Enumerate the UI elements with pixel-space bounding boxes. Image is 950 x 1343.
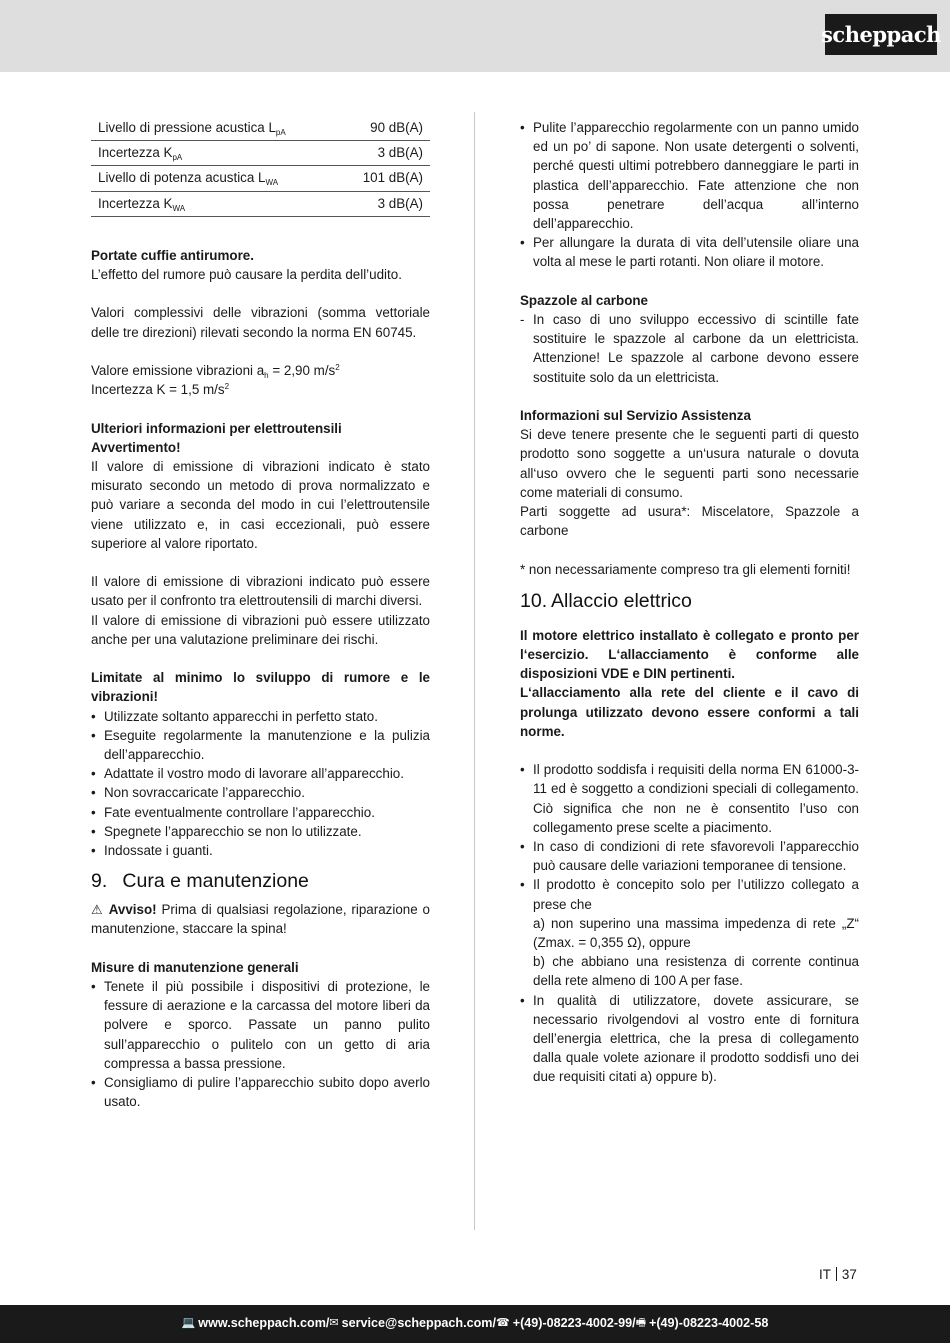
list-item: • Il prodotto soddisfa i requisiti della norma EN 61000-3-11 ed è soggetto a condizioni speciali di collegamento. Ciò significa che non ne è consentito l’uso con collegamento prese scelte a piacimento. — [520, 760, 859, 837]
vibration-emission-value: Valore emissione vibrazioni $a_h = 2,90$ $m/s^2$ — [91, 363, 340, 380]
left-column — [91, 118, 430, 1111]
list-item: • Consigliamo di pulire l’apparecchio subito dopo averlo usato. — [91, 1073, 430, 1111]
further-paragraph-3: Il valore di emissione di vibrazioni può essere utilizzato anche per una valutazione preliminare dei rischi. — [91, 612, 430, 647]
table-cell-value: 101 dB(A) — [339, 166, 430, 191]
further-info-heading: Ulteriori informazioni per elettroutensili — [91, 420, 342, 436]
fax-number: +(49)-08223-4002-58 — [649, 1316, 769, 1331]
service-heading: Informazioni sul Servizio Assistenza — [520, 408, 751, 424]
brushes-heading: Spazzole al carbone — [520, 292, 648, 308]
warning-icon: ⚠ — [91, 902, 104, 918]
maintenance-list — [91, 977, 430, 1111]
list-item: • Adattate il vostro modo di lavorare all’apparecchio. — [91, 764, 430, 783]
electrical-list — [520, 760, 859, 1086]
list-item: • Spegnete l’apparecchio se non lo utilizzate. — [91, 822, 430, 841]
brand-logo: scheppach — [825, 14, 937, 55]
electrical-intro-1: Il motore elettrico installato è collegato e pronto per l‘esercizio. L‘allacciamento è conforme alle disposizioni VDE e DIN pertinenti. — [520, 627, 859, 682]
list-item: • Tenete il più possibile i dispositivi di protezione, le fessure di aerazione e la carcassa del motore liberi da polvere e sporco. Passate un panno pulito sull’apparecchio o pulitelo con un getto di aria compressa a bassa pressione. — [91, 977, 430, 1073]
table-cell-value: 90 dB(A) — [339, 116, 430, 141]
footer-bar: 💻 www.scheppach.com / ✉ service@scheppach.com / ☎ +(49)-08223-4002-99 / 🖷 +(49)-08223-4002-58 — [0, 1305, 950, 1343]
table-cell-label: Incertezza $K_{WA}$ — [91, 191, 339, 216]
list-item: • In caso di condizioni di rete sfavorevoli l’apparecchio può causare delle variazioni temporanee di tensione. — [520, 837, 859, 875]
further-paragraph-1: Il valore di emissione di vibrazioni indicato è stato misurato secondo un metodo di prova normalizzato e può variare a seconda del modo in cui l’elettroutensile viene utilizzato e, in casi eccezionali, può essere superiore al valore riportato. — [91, 459, 430, 551]
list-item: - In caso di uno sviluppo eccessivo di scintille fate sostituire le spazzole al carbone da un elettricista. Attenzione! Le spazzole al carbone devono essere sostituite solo da un elettricista. — [520, 310, 859, 387]
page-number: IT 37 — [819, 1267, 857, 1282]
list-item: • Utilizzate soltanto apparecchi in perfetto stato. — [91, 707, 430, 726]
footnote-text: * non necessariamente compreso tra gli elementi forniti! — [520, 561, 851, 577]
table-row — [91, 116, 430, 141]
list-item: • Per allungare la durata di vita dell’utensile oliare una volta al mese le parti rotanti. Non oliare il motore. — [520, 233, 859, 271]
computer-icon: 💻 — [181, 1317, 196, 1330]
warning-heading: Avvertimento! — [91, 439, 181, 455]
list-item: • Fate eventualmente controllare l’apparecchio. — [91, 803, 430, 822]
table-cell-label: Livello di pressione acustica $L_{pA}$ — [91, 116, 339, 141]
website-link[interactable]: www.scheppach.com — [198, 1316, 326, 1331]
mail-icon: ✉ — [329, 1317, 339, 1330]
list-item: • Il prodotto è concepito solo per l’utilizzo collegato a prese che a) non superino una massima impedenza di rete „Z“ (Zmax. = 0,355 Ω), oppure b) che abbiano una resistenza di corrente continua della rete almeno di 100 A per fase. — [520, 875, 859, 990]
list-item: • Non sovraccaricate l’apparecchio. — [91, 783, 430, 802]
fax-icon: 🖷 — [635, 1317, 646, 1330]
right-column — [520, 118, 859, 1087]
maintenance-heading: Misure di manutenzione generali — [91, 959, 299, 975]
phone-number: +(49)-08223-4002-99 — [512, 1316, 633, 1331]
table-row — [91, 166, 430, 191]
list-item: • Eseguite regolarmente la manutenzione e la pulizia dell’apparecchio. — [91, 726, 430, 764]
noise-spec-table — [91, 116, 430, 217]
further-paragraph-2: Il valore di emissione di vibrazioni indicato può essere usato per il confronto tra elettroutensili di marchi diversi. — [91, 574, 430, 609]
table-row — [91, 191, 430, 216]
limit-heading: Limitate al minimo lo sviluppo di rumore e le vibrazioni! — [91, 670, 430, 705]
maintenance-warning: ⚠ Avviso! Prima di qualsiasi regolazione, riparazione o manutenzione, staccare la spina! — [91, 902, 430, 937]
column-divider — [474, 112, 475, 1230]
table-cell-label: Livello di potenza acustica $L_{WA}$ — [91, 166, 339, 191]
list-item: • Indossate i guanti. — [91, 841, 430, 860]
brushes-list — [520, 310, 859, 387]
service-text: Si deve tenere presente che le seguenti parti di questo prodotto sono soggette a un‘usura naturale o dovuta all‘uso ovvero che le seguenti parti sono necessarie come materiali di consumo. — [520, 427, 859, 500]
noise-heading: Portate cuffie antirumore. — [91, 247, 254, 263]
noise-text: L’effetto del rumore può causare la perdita dell’udito. — [91, 267, 402, 283]
wear-parts-text: Parti soggette ad usura*: Miscelatore, Spazzole a carbone — [520, 504, 859, 539]
table-cell-label: Incertezza $K_{pA}$ — [91, 141, 339, 166]
list-item: • Pulite l’apparecchio regolarmente con un panno umido ed un po’ di sapone. Non usate detergenti o solventi, perché questi ultimi potrebbero danneggiare le parti in plastica dell’apparecchio. Fate attenzione che non possa penetrare dell’acqua all’interno dell’apparecchio. — [520, 118, 859, 233]
cleaning-list — [520, 118, 859, 272]
vibration-uncertainty-value: Incertezza K = 1,5 $m/s^2$ — [91, 382, 230, 398]
vibration-text: Valori complessivi delle vibrazioni (somma vettoriale delle tre direzioni) rilevati secondo la norma EN 60745. — [91, 305, 430, 340]
section-9-title: 9. Cura e manutenzione — [91, 870, 309, 893]
list-item: • In qualità di utilizzatore, dovete assicurare, se necessario rivolgendovi al vostro ente di fornitura dell’energia elettrica, che la presa di collegamento dalla quale volete azionare il prodotto soddisfi uno dei due requisiti citati a) oppure b). — [520, 991, 859, 1087]
section-10-title: 10. Allaccio elettrico — [520, 589, 692, 612]
phone-icon: ☎ — [496, 1317, 510, 1330]
table-cell-value: 3 dB(A) — [339, 191, 430, 216]
table-cell-value: 3 dB(A) — [339, 141, 430, 166]
limit-list — [91, 707, 430, 861]
table-row — [91, 141, 430, 166]
header-bar — [0, 0, 950, 72]
email-link[interactable]: service@scheppach.com — [341, 1316, 493, 1331]
electrical-intro-2: L‘allacciamento alla rete del cliente e il cavo di prolunga utilizzato devono essere conformi a tali norme. — [520, 685, 859, 739]
